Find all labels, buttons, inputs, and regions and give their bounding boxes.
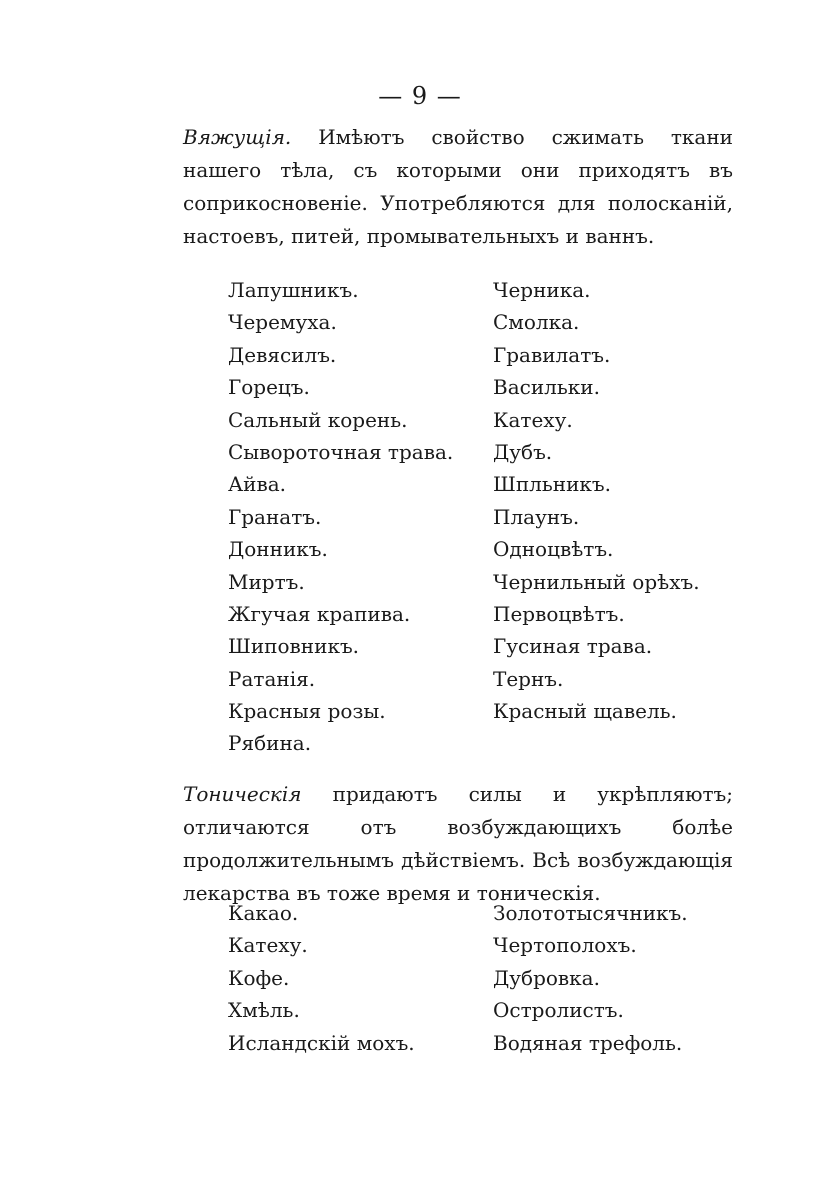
tonics-list	[228, 897, 698, 1059]
list-item: Смолка.	[493, 310, 580, 335]
list-item: Жгучая крапива.	[228, 601, 411, 626]
list-item: Гравилатъ.	[493, 342, 611, 367]
astringents-paragraph	[183, 121, 733, 253]
list-item: Катеху.	[493, 407, 573, 432]
list-item: Чернильный орѣхъ.	[493, 569, 700, 594]
list-item: Красныя розы.	[228, 699, 386, 724]
list-item: Гранатъ.	[228, 504, 322, 529]
list-item: Айва.	[228, 472, 287, 497]
list-item: Черемуха.	[228, 310, 337, 335]
astringents-heading: Вяжущія.	[183, 125, 292, 149]
list-item: Шиповникъ.	[228, 634, 360, 659]
list-item: Миртъ.	[228, 569, 305, 594]
astringents-list	[228, 274, 698, 760]
list-item: Васильки.	[493, 375, 600, 400]
page-number: — 9 —	[378, 82, 462, 110]
list-item: Плаунъ.	[493, 504, 580, 529]
list-item: Девясилъ.	[228, 342, 337, 367]
list-item: Катеху.	[228, 933, 308, 958]
list-item: Донникъ.	[228, 537, 328, 562]
list-item: Золототысячникъ.	[493, 901, 688, 925]
list-item: Хмѣль.	[228, 998, 300, 1023]
list-item: Чертополохъ.	[493, 933, 637, 958]
list-item: Дубъ.	[493, 439, 553, 464]
astringents-description: Имѣютъ свойство сжимать ткани нашего тѣла, съ которыми они приходятъ въ соприкосновеніе. Употребляются для полосканій, настоевъ, питей, промывательныхъ и ваннъ.	[183, 125, 733, 248]
tonics-heading: Тоническія	[183, 782, 302, 806]
list-item: Шпльникъ.	[493, 472, 611, 497]
list-item: Тернъ.	[493, 666, 564, 691]
list-item: Кофе.	[228, 965, 290, 990]
list-item: Исландскій мохъ.	[228, 1030, 415, 1055]
list-item: Гусиная трава.	[493, 634, 653, 659]
list-item: Ратанія.	[228, 666, 316, 691]
list-item: Сывороточная трава.	[228, 439, 454, 464]
list-item: Водяная трефоль.	[493, 1030, 683, 1055]
list-item: Рябина.	[228, 731, 312, 756]
tonics-description: придаютъ силы и укрѣпляютъ; отличаются отъ возбуждающихъ болѣе продолжительнымъ дѣйствіемъ. Всѣ возбуждающія лекарства въ тоже время и тоническія.	[183, 782, 734, 905]
list-item: Черника.	[493, 278, 591, 302]
list-item: Лапушникъ.	[228, 278, 359, 302]
list-item: Дубровка.	[493, 965, 600, 990]
list-item: Сальный корень.	[228, 407, 408, 432]
list-item: Красный щавель.	[493, 699, 677, 724]
list-item: Одноцвѣтъ.	[493, 537, 614, 562]
tonics-paragraph	[183, 778, 733, 910]
list-item: Первоцвѣтъ.	[493, 601, 625, 626]
list-item: Какао.	[228, 901, 299, 925]
list-item: Горецъ.	[228, 375, 310, 400]
list-item: Остролистъ.	[493, 998, 624, 1023]
